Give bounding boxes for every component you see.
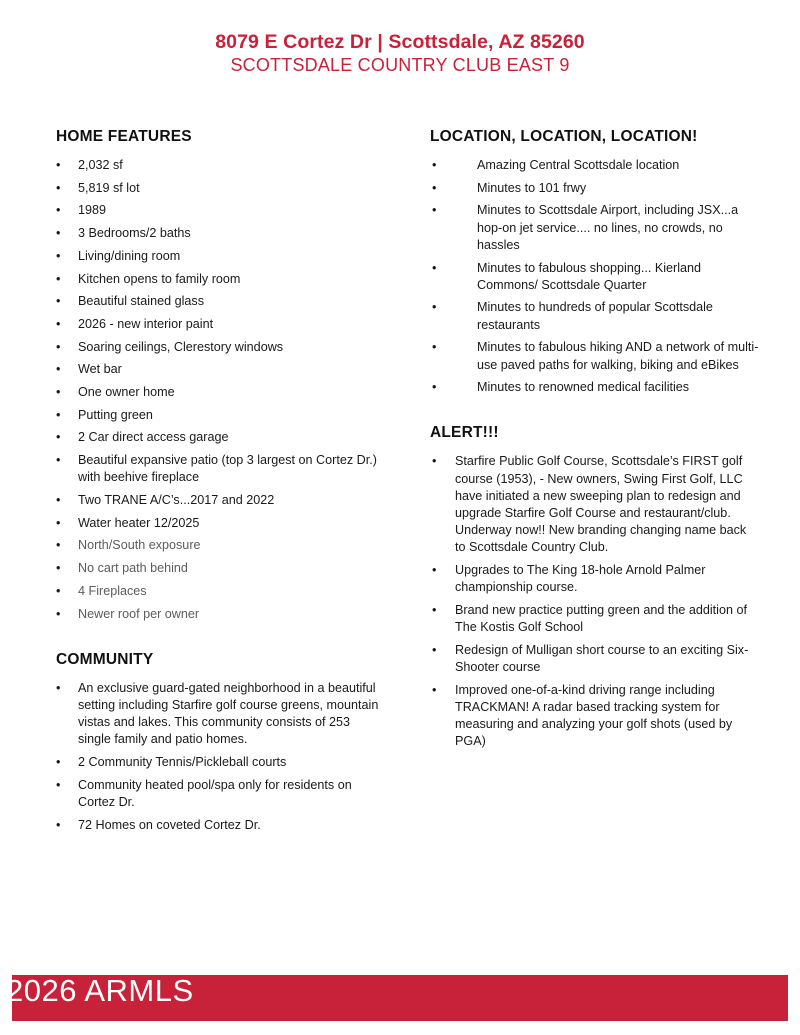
list-item: [56, 157, 386, 174]
community-heading: COMMUNITY: [56, 650, 154, 668]
community-list: [56, 680, 386, 834]
list-item: [56, 248, 386, 265]
list-item-label: Minutes to hundreds of popular Scottsdale restaurants: [477, 300, 713, 332]
list-item-label: Putting green: [78, 407, 153, 422]
list-item: [56, 492, 386, 509]
list-item-label: 72 Homes on coveted Cortez Dr.: [78, 817, 261, 832]
list-item: [56, 777, 386, 811]
list-item: [56, 817, 386, 834]
list-item: [56, 754, 386, 771]
list-item-label: Minutes to fabulous shopping... Kierland Commons/ Scottsdale Quarter: [477, 260, 702, 292]
list-item: [430, 379, 760, 396]
list-item: [56, 429, 386, 446]
list-item-label: Community heated pool/spa only for residents on Cortez Dr.: [78, 777, 352, 809]
section-community: [56, 651, 386, 834]
bullet-icon: •: [56, 538, 61, 553]
bullet-icon: •: [56, 493, 61, 508]
list-item: [56, 515, 386, 532]
bullet-icon: •: [56, 339, 61, 354]
list-item: [430, 453, 760, 556]
list-item-label: 2,032 sf: [78, 158, 123, 172]
list-item: [56, 384, 386, 401]
bullet-icon: •: [432, 300, 437, 315]
list-item: [56, 316, 386, 333]
subdivision-name: SCOTTSDALE COUNTRY CLUB EAST 9: [230, 55, 570, 75]
list-item-label: 2026 - new interior paint: [78, 316, 214, 331]
list-item: [430, 157, 760, 174]
bullet-icon: •: [432, 158, 437, 172]
bullet-icon: •: [56, 583, 61, 598]
bullet-icon: •: [432, 682, 437, 697]
list-item: [430, 602, 760, 636]
list-item-label: An exclusive guard-gated neighborhood in a beautiful setting including Starfire golf course greens, mountain vistas and lakes. This community consists of 253 single family and patio homes.: [78, 680, 379, 747]
section-home-features: [56, 128, 386, 623]
list-item-label: 3 Bedrooms/2 baths: [78, 226, 191, 241]
list-item: [430, 180, 760, 197]
bullet-icon: •: [56, 180, 61, 195]
list-item-label: Minutes to Scottsdale Airport, including JSX...a hop-on jet service.... no lines, no crowds, no hassles: [477, 203, 739, 252]
bullet-icon: •: [432, 603, 437, 618]
list-item: [56, 407, 386, 424]
bullet-icon: •: [56, 680, 61, 695]
section-location: [430, 128, 760, 396]
list-item-label: Redesign of Mulligan short course to an exciting Six-Shooter course: [455, 642, 749, 675]
bullet-icon: •: [432, 260, 437, 275]
bullet-icon: •: [432, 380, 437, 395]
bullet-icon: •: [56, 430, 61, 445]
list-item-label: Amazing Central Scottsdale location: [477, 158, 680, 172]
bullet-icon: •: [432, 203, 437, 218]
bullet-icon: •: [432, 340, 437, 355]
right-column: [430, 128, 760, 756]
list-item-label: 2 Community Tennis/Pickleball courts: [78, 755, 287, 770]
list-item-label: Wet bar: [78, 362, 122, 377]
list-item: [430, 339, 760, 373]
list-item-label: 2 Car direct access garage: [78, 430, 229, 445]
list-item-label: Starfire Public Golf Course, Scottsdale’s FIRST golf course (1953), - New owners, Swing First Golf, LLC have initiated a new sweeping plan to redesign and upgrade Starfire Golf Course and restaurant/club. Underway now!! New branding changing name back to Scottsdale Country Club.: [455, 454, 747, 555]
list-item-label: Brand new practice putting green and the addition of The Kostis Golf School: [455, 603, 747, 635]
bullet-icon: •: [56, 606, 61, 621]
list-item: [430, 642, 760, 676]
list-item-label: 5,819 sf lot: [78, 180, 140, 195]
alert-list: [430, 453, 760, 750]
property-address: 8079 E Cortez Dr | Scottsdale, AZ 85260: [215, 31, 585, 53]
alert-heading: ALERT!!!: [430, 424, 499, 442]
bullet-icon: •: [432, 642, 437, 657]
list-item-label: Two TRANE A/C’s...2017 and 2022: [78, 493, 275, 508]
bullet-icon: •: [56, 316, 61, 331]
list-item: [56, 583, 386, 600]
list-item-label: 4 Fireplaces: [78, 583, 147, 598]
bullet-icon: •: [56, 407, 61, 422]
location-heading: LOCATION, LOCATION, LOCATION!: [430, 128, 698, 145]
list-item-label: One owner home: [78, 385, 175, 400]
flyer-header: [0, 30, 800, 77]
list-item: [56, 680, 386, 749]
list-item: [430, 260, 760, 294]
list-item: [430, 202, 760, 254]
bullet-icon: •: [56, 362, 61, 377]
list-item: [430, 562, 760, 596]
bullet-icon: •: [432, 180, 437, 195]
list-item: [430, 299, 760, 333]
location-list: [430, 157, 760, 396]
list-item-label: No cart path behind: [78, 561, 188, 576]
list-item-label: Improved one-of-a-kind driving range including TRACKMAN! A radar based tracking system for measuring and analyzing your golf shots (used by PGA): [455, 682, 733, 749]
list-item: [56, 560, 386, 577]
bullet-icon: •: [56, 248, 61, 263]
list-item: [56, 452, 386, 486]
bullet-icon: •: [56, 777, 61, 792]
list-item-label: Minutes to 101 frwy: [477, 180, 587, 195]
bullet-icon: •: [56, 294, 61, 309]
list-item: [56, 225, 386, 242]
list-item-label: 1989: [78, 203, 107, 218]
bullet-icon: •: [56, 755, 61, 770]
bullet-icon: •: [56, 817, 61, 832]
list-item-label: Living/dining room: [78, 248, 181, 263]
home-features-heading: HOME FEATURES: [56, 128, 192, 145]
list-item-label: Minutes to renowned medical facilities: [477, 380, 690, 395]
bullet-icon: •: [56, 515, 61, 530]
list-item-label: North/South exposure: [78, 538, 201, 553]
bullet-icon: •: [56, 226, 61, 241]
list-item-label: Beautiful expansive patio (top 3 largest on Cortez Dr.) with beehive fireplace: [78, 453, 377, 485]
bullet-icon: •: [56, 158, 61, 172]
list-item-label: Kitchen opens to family room: [78, 271, 241, 286]
list-item: [56, 271, 386, 288]
list-item: [56, 606, 386, 623]
left-column: [56, 128, 386, 839]
bullet-icon: •: [432, 563, 437, 578]
bullet-icon: •: [56, 203, 61, 218]
list-item: [56, 537, 386, 554]
list-item-label: Newer roof per owner: [78, 606, 200, 621]
section-alert: [430, 424, 760, 750]
list-item-label: Water heater 12/2025: [78, 515, 200, 530]
list-item: [56, 202, 386, 219]
list-item: [56, 361, 386, 378]
bullet-icon: •: [56, 561, 61, 576]
list-item: [56, 293, 386, 310]
bullet-icon: •: [56, 453, 61, 468]
list-item: [56, 339, 386, 356]
list-item: [56, 180, 386, 197]
list-item-label: Upgrades to The King 18-hole Arnold Palmer championship course.: [455, 563, 706, 595]
bullet-icon: •: [56, 385, 61, 400]
bullet-icon: •: [432, 454, 437, 469]
list-item-label: Minutes to fabulous hiking AND a network of multi-use paved paths for walking, biking and eBikes: [477, 340, 759, 372]
home-features-list: [56, 157, 386, 623]
armls-watermark: 2026 ARMLS: [6, 973, 194, 1008]
bullet-icon: •: [56, 271, 61, 286]
list-item: [430, 682, 760, 751]
list-item-label: Beautiful stained glass: [78, 294, 205, 309]
list-item-label: Soaring ceilings, Clerestory windows: [78, 339, 284, 354]
content-columns: [0, 128, 800, 928]
